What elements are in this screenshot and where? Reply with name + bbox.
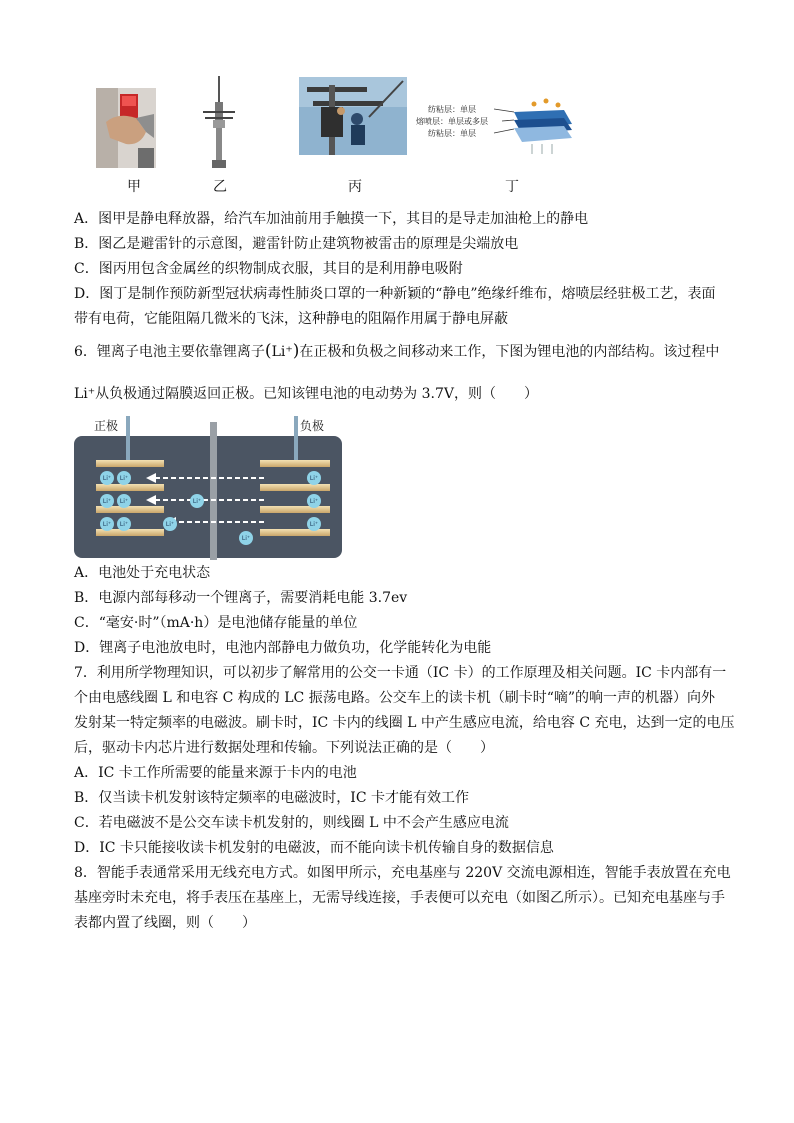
q7-stem-line3: 发射某一特定频率的电磁波。刷卡时，IC 卡内的线圈 L 中产生感应电流，给电容 C 充电，达到一定的电压: [74, 715, 735, 731]
figure-jia-static-releaser: [96, 88, 156, 168]
svg-text:Li⁺: Li⁺: [119, 498, 129, 505]
battery-case: [74, 436, 342, 558]
q7-option-d: D．IC 卡只能接收读卡机发射的电磁波，而不能向读卡机传输自身的数据信息: [74, 840, 554, 856]
lithium-ion: [190, 494, 204, 508]
svg-text:Li⁺: Li⁺: [119, 521, 129, 528]
q8-stem-line2: 基座旁时未充电，将手表压在基座上，无需导线连接，手表便可以充电（如图乙所示）。已知充电基座与手: [74, 890, 725, 906]
q6-ion-paren: (: [264, 341, 272, 361]
q6-stem-line1: 6．锂离子电池主要依靠锂离子(Li⁺)在正极和负极之间移动来工作，下图为锂电池的内部结构。该过程中: [74, 341, 720, 361]
q6-stem-line2: Li⁺从负极通过隔膜返回正极。已知该锂电池的电动势为 3.7V，则（ ）: [74, 386, 538, 402]
lithium-ion: [100, 517, 114, 531]
negative-plate: [260, 529, 330, 536]
q5-option-b: B．图乙是避雷针的示意图，避雷针防止建筑物被雷击的原理是尖端放电: [74, 236, 519, 252]
lithium-ion: [307, 471, 321, 485]
svg-text:Li⁺: Li⁺: [102, 498, 112, 505]
lithium-ion: [100, 494, 114, 508]
negative-plate: [260, 506, 330, 513]
q8-stem-line3: 表都内置了线圈，则（ ）: [74, 915, 256, 931]
svg-text:Li⁺: Li⁺: [309, 521, 319, 528]
q6-stem-part2: 在正极和负极之间移动来工作，下图为锂电池的内部结构。该过程中: [299, 344, 720, 360]
q6-ion: Li⁺: [271, 344, 293, 360]
lithium-ion: [239, 531, 253, 545]
mask-label-bottom: 纺粘层：单层: [428, 129, 476, 138]
figure-caption-ding: 丁: [505, 179, 519, 195]
q7-stem-line1: 7．利用所学物理知识，可以初步了解常用的公交一卡通（IC 卡）的工作原理及相关问题。IC 卡内部有一: [74, 665, 727, 681]
figure-caption-jia: 甲: [127, 179, 141, 195]
q7-option-c: C．若电磁波不是公交车读卡机发射的，则线圈 L 中不会产生感应电流: [74, 815, 509, 831]
lithium-ion: [117, 494, 131, 508]
q7-stem-line2: 个由电感线圈 L 和电容 C 构成的 LC 振荡电路。公交车上的读卡机（刷卡时“嘀”的响一声的机器）向外: [74, 690, 716, 706]
svg-text:Li⁺: Li⁺: [309, 498, 319, 505]
figure-caption-yi: 乙: [213, 179, 227, 195]
positive-electrode-label: 正极: [94, 419, 119, 433]
svg-text:Li⁺: Li⁺: [165, 521, 175, 528]
q6-stem-part1: 6．锂离子电池主要依靠锂离子: [74, 344, 265, 360]
svg-text:Li⁺: Li⁺: [309, 475, 319, 482]
q7-option-b: B．仅当读卡机发射该特定频率的电磁波时，IC 卡才能有效工作: [74, 790, 469, 806]
q7-option-a: A．IC 卡工作所需要的能量来源于卡内的电池: [74, 765, 357, 781]
q5-option-d: D．图丁是制作预防新型冠状病毒性肺炎口罩的一种新颖的“静电”绝缘纤维布，熔喷层经驻极工艺，表面: [74, 286, 716, 302]
separator: [210, 422, 217, 560]
figure-caption-bing: 丙: [348, 179, 362, 195]
lithium-battery-diagram: [74, 416, 342, 560]
q6-option-b: B．电源内部每移动一个锂离子，需要消耗电能 3.7ev: [74, 590, 408, 606]
svg-text:Li⁺: Li⁺: [119, 475, 129, 482]
mask-label-top: 纺粘层：单层: [428, 105, 476, 114]
positive-terminal: [126, 416, 130, 464]
negative-electrode-label: 负极: [300, 419, 325, 433]
figure-ding-mask-layers: [414, 98, 574, 158]
positive-plate: [96, 460, 164, 467]
q5-option-c: C．图丙用包含金属丝的织物制成衣服，其目的是利用静电吸附: [74, 261, 463, 277]
lithium-ion: [117, 517, 131, 531]
svg-text:Li⁺: Li⁺: [102, 521, 112, 528]
negative-plate: [260, 460, 330, 467]
negative-terminal: [294, 416, 298, 464]
q6-option-d: D．锂离子电池放电时，电池内部静电力做负功，化学能转化为电能: [74, 640, 492, 656]
figure-bing-electrician-photo: [299, 77, 407, 155]
negative-plate: [260, 484, 330, 491]
svg-text:Li⁺: Li⁺: [102, 475, 112, 482]
mask-label-middle: 熔喷层：单层或多层: [416, 117, 488, 126]
svg-text:Li⁺: Li⁺: [241, 535, 251, 542]
svg-text:Li⁺: Li⁺: [192, 498, 202, 505]
q6-option-c: C．“毫安·时”（mA·h）是电池储存能量的单位: [74, 615, 358, 631]
q5-option-d-cont: 带有电荷，它能阻隔几微米的飞沫，这种静电的阻隔作用属于静电屏蔽: [74, 311, 508, 327]
figure-yi-lightning-rod: [197, 76, 241, 170]
lithium-ion: [117, 471, 131, 485]
q6-option-a: A．电池处于充电状态: [74, 565, 211, 581]
q7-stem-line4: 后，驱动卡内芯片进行数据处理和传输。下列说法正确的是（ ）: [74, 740, 494, 756]
q8-stem-line1: 8．智能手表通常采用无线充电方式。如图甲所示，充电基座与 220V 交流电源相连，智能手表放置在充电: [74, 865, 731, 881]
lithium-ion: [307, 517, 321, 531]
q5-option-a: A．图甲是静电释放器，给汽车加油前用手触摸一下，其目的是导走加油枪上的静电: [74, 211, 589, 227]
lithium-ion: [100, 471, 114, 485]
lithium-ion: [307, 494, 321, 508]
positive-plate: [96, 484, 164, 491]
lithium-ion: [163, 517, 177, 531]
